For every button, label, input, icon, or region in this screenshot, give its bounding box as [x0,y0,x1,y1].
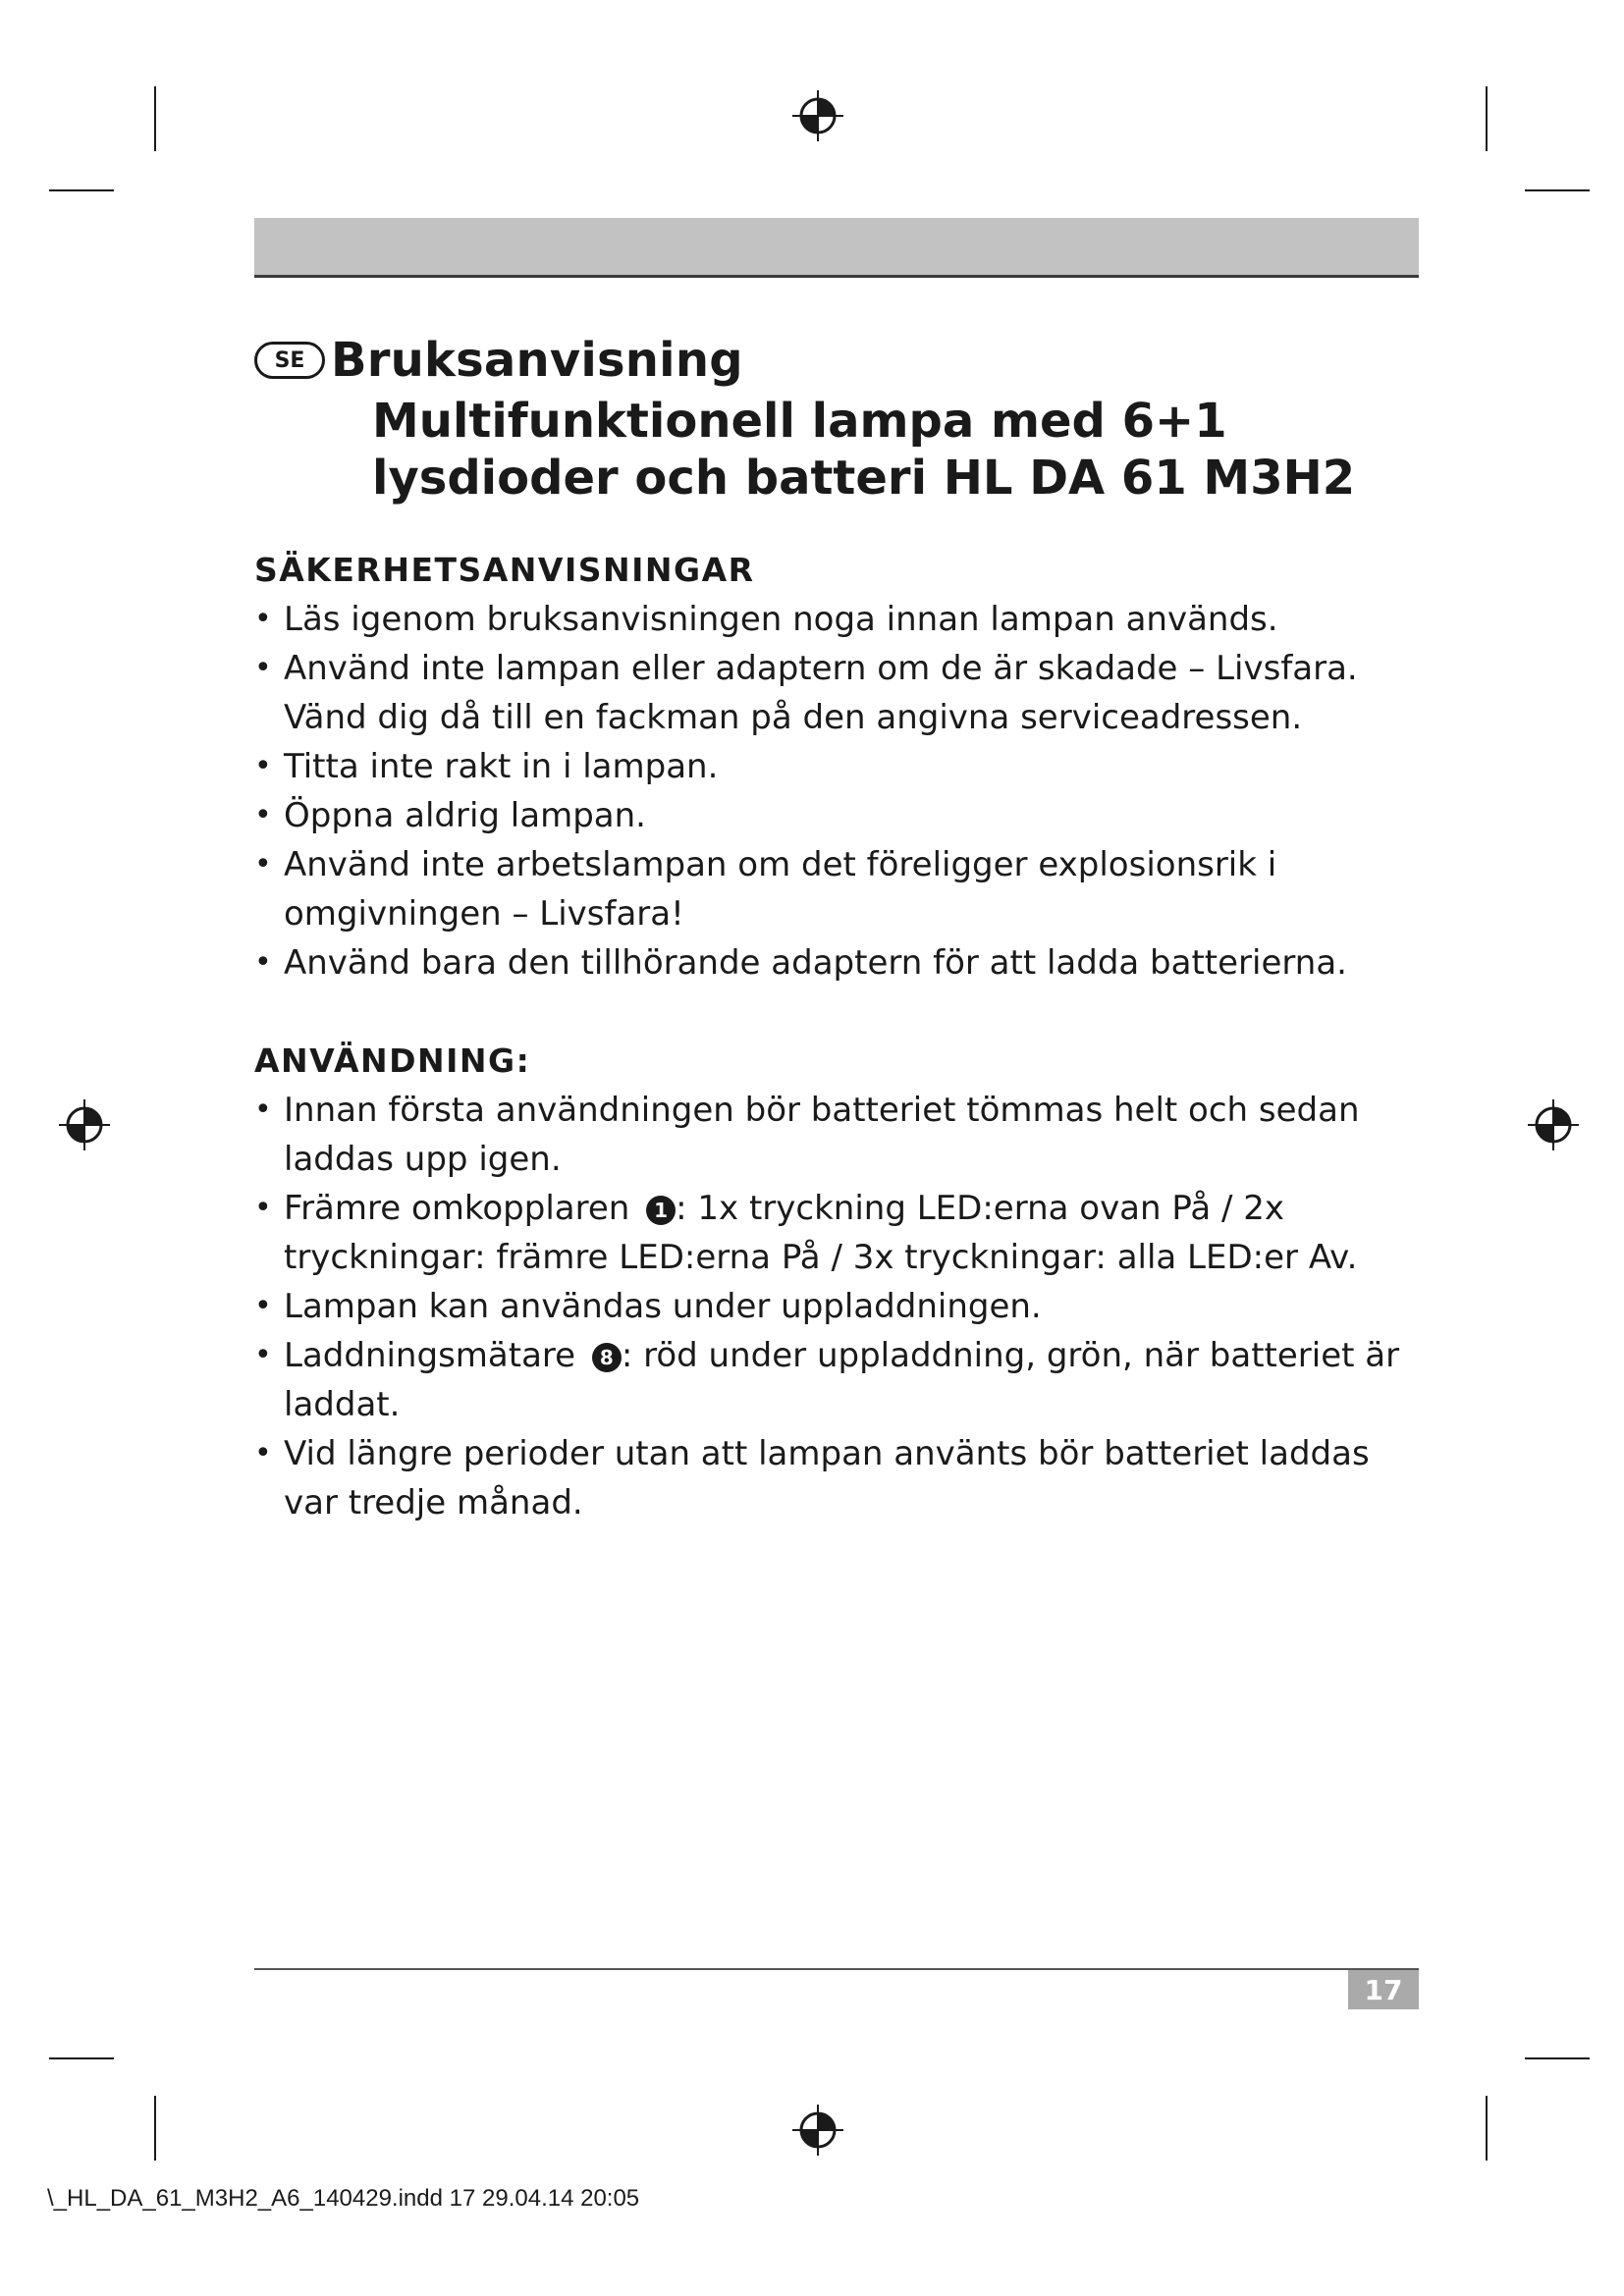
page-subtitle-line-2: lysdioder och batteri HL DA 61 M3H2 [372,451,1356,506]
crop-mark-top-left-h [49,189,114,191]
registration-mark-icon [790,88,845,143]
header-bar [254,218,1419,278]
list-item: • Använd inte arbetslampan om det föreligger explosionsrik i omgivningen – Livsfara! [254,840,1433,938]
reference-number-badge: 1 [646,1196,676,1225]
usage-list [254,1086,1433,1527]
usage-heading: ANVÄNDNING: [254,1041,531,1080]
page-number: 17 [1348,1970,1419,2009]
page-title: Bruksanvisning [331,333,743,388]
safety-list [254,595,1433,988]
crop-mark-bottom-left-h [49,2057,114,2059]
crop-mark-top-left-v [154,86,156,151]
footer-rule [254,1968,1419,1970]
list-item [254,1184,1433,1282]
list-item: • Innan första användningen bör batteriet tömmas helt och sedan laddas upp igen. [254,1086,1433,1184]
item-text: : 1x tryckning LED:erna ovan På / 2x tryckningar: främre LED:erna På / 3x tryckningar: alla LED:er Av. [284,1189,1358,1277]
list-item: • Använd inte lampan eller adaptern om de är skadade – Livsfara. Vänd dig då till en fackman på den angivna serviceadressen. [254,644,1433,742]
list-item: • Titta inte rakt in i lampan. [254,742,1433,791]
print-slug: \_HL_DA_61_M3H2_A6_140429.indd 17 29.04.14 20:05 [47,2185,640,2212]
title-block [254,328,1433,507]
item-text: Laddningsmätare [284,1336,576,1375]
content [254,546,1433,1527]
list-item: • Lampan kan användas under uppladdningen. [254,1282,1433,1331]
crop-mark-bottom-right-v [1486,2096,1488,2161]
item-text: : röd under uppladdning, grön, när batteriet är laddat. [284,1336,1400,1424]
registration-mark-icon [1526,1097,1581,1152]
crop-mark-top-right-h [1525,189,1590,191]
list-item [254,1331,1433,1429]
crop-mark-bottom-right-h [1525,2057,1590,2059]
page-subtitle-line-1: Multifunktionell lampa med 6+1 [372,394,1227,449]
language-badge: SE [254,342,325,379]
list-item: • Använd bara den tillhörande adaptern för att ladda batterierna. [254,938,1433,988]
list-item: • Läs igenom bruksanvisningen noga innan lampan används. [254,595,1433,644]
item-text: Främre omkopplaren [284,1189,630,1228]
title-line [254,328,1433,393]
reference-number-badge: 8 [592,1343,622,1372]
safety-heading: SÄKERHETSANVISNINGAR [254,551,755,589]
registration-mark-icon [57,1097,112,1152]
list-item: • Öppna aldrig lampan. [254,791,1433,840]
crop-mark-bottom-left-v [154,2096,156,2161]
crop-mark-top-right-v [1486,86,1488,151]
registration-mark-icon [790,2103,845,2158]
list-item: • Vid längre perioder utan att lampan använts bör batteriet laddas var tredje månad. [254,1429,1433,1527]
